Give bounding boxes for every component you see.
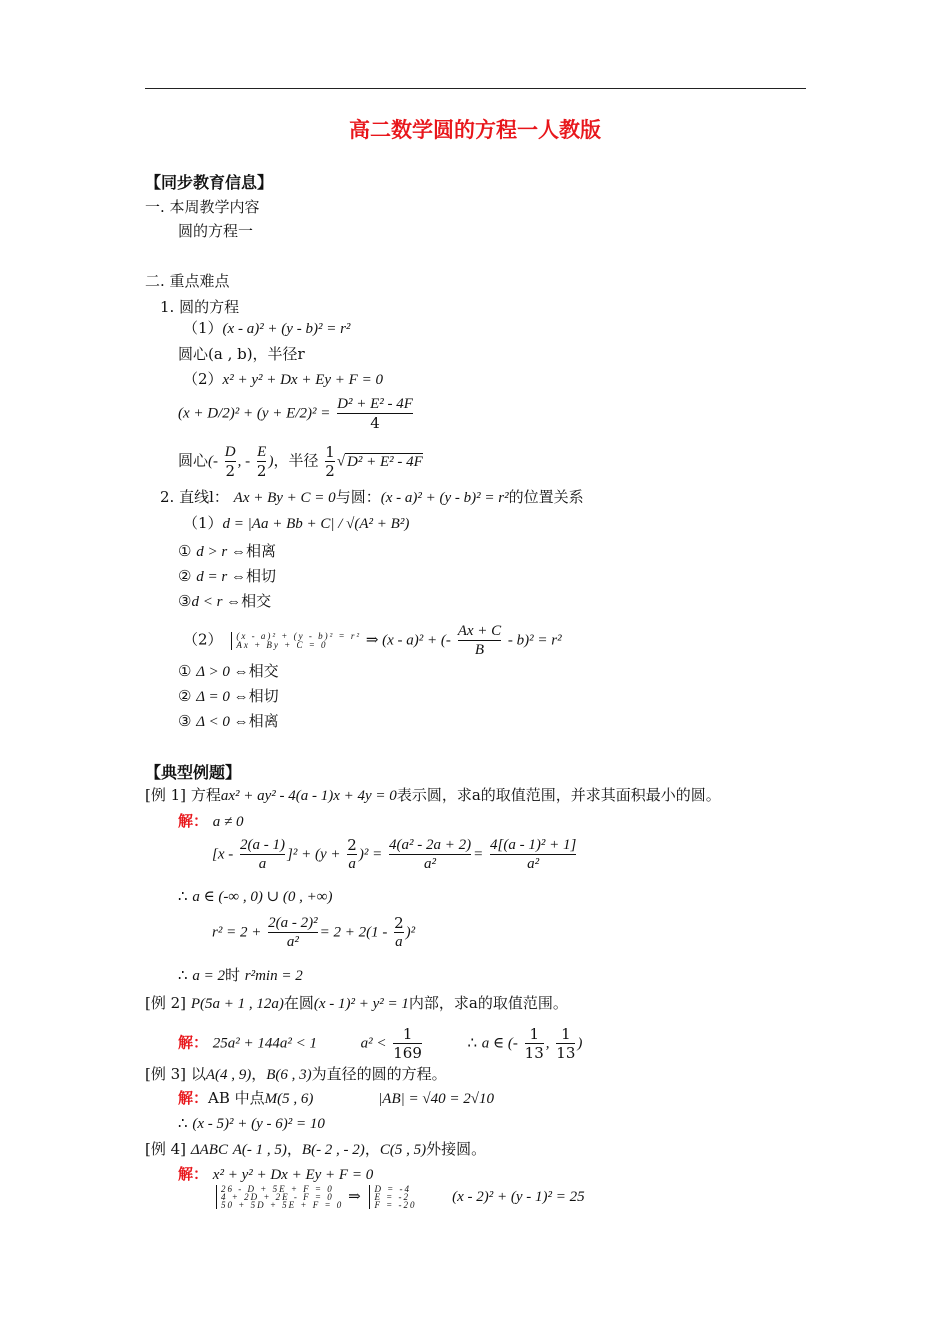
section-heading-sync-info: 【同步教育信息】 <box>145 173 274 192</box>
outline-item-1: 一. 本周教学内容 <box>145 198 260 216</box>
example-1-statement: [例 1] 方程ax² + ay² - 4(a - 1)x + 4y = 0表示圆，求a的取值范围，并求其面积最小的圆。 <box>145 786 721 804</box>
point-1-heading: 1. 圆的方程 <box>160 298 240 316</box>
circle-completed-square: (x + D/2)² + (y + E/2)² = $\frac{\text{D² + E² - 4F}}{4}$ <box>178 396 413 432</box>
system-substitution: （2） (x - a)² + (y - b)² = r² Ax + By + C = 0 ⇒ (x - a)² + (- $\frac{Ax + C}{B}$ - b)² = r² <box>183 623 562 658</box>
example-2-statement: [例 2] P(5a + 1 , 12a)在圆(x - 1)² + y² = 1内部，求a的取值范围。 <box>145 994 568 1012</box>
distance-formula: （1）d = |Aa + Bb + C| / √(A² + B²) <box>183 514 410 532</box>
example-4-statement: [例 4] ΔABC A(- 1 , 5)，B(- 2 , - 2)，C(5 , 5)外接圆。 <box>145 1140 487 1158</box>
outline-item-2: 二. 重点难点 <box>145 272 230 290</box>
example-3-step-1: 解：AB 中点M(5 , 6) |AB| = √40 = 2√10 <box>178 1089 494 1107</box>
example-1-step-4: r² = 2 + $\frac{\text{2(a - 2)²}}{\text{a²}}$ = 2 + 2(1 - $\frac{2}{a}$ )² <box>212 914 416 950</box>
case-d-equal: ② d = r ⇔相切 <box>178 567 276 585</box>
example-1-step-1: 解： a ≠ 0 <box>178 812 244 830</box>
example-4-step-1: 解： x² + y² + Dx + Ey + F = 0 <box>178 1165 374 1183</box>
case-delta-positive: ① Δ > 0 ⇔相交 <box>178 662 279 680</box>
case-d-greater: ① d > r ⇔相离 <box>178 542 276 560</box>
example-4-system: 26 - D + 5E + F = 0 4 + 2D + 2E - F = 0 50 + 5D + 5E + F = 0 ⇒ D = -4 E = -2 F = -20 (x - 2)² + (y - 1)² = 25 <box>212 1185 585 1209</box>
header-rule <box>145 88 806 89</box>
case-delta-zero: ② Δ = 0 ⇔相切 <box>178 687 279 705</box>
example-2-solution: 解： 25a² + 144a² < 1 a² < $\frac{1}{169}$ ∴ a ∈ (- $\frac{1}{13}$ , $\frac{1}{13}$ ) <box>178 1025 583 1062</box>
example-1-step-5: ∴ a = 2时 r²min = 2 <box>178 966 303 984</box>
circle-center-radius-1: 圆心(a , b)，半径r <box>178 345 305 363</box>
example-1-step-3: ∴ a ∈ (-∞ , 0) ∪ (0 , +∞) <box>178 887 333 905</box>
example-1-step-2: [x - $\frac{2(a - 1)}{a}$ ]² + (y + $\frac{2}{a}$ )² = $\frac{\text{4(a² - 2a + 2)}}{\text{a²}}$ = $\frac{\text{4[(a - 1)² + 1]}}{\text{a²}}$ <box>212 836 577 872</box>
point-2-heading: 2. 直线l： Ax + By + C = 0与圆：(x - a)² + (y - b)² = r²的位置关系 <box>160 488 584 506</box>
example-3-statement: [例 3] 以A(4 , 9)，B(6 , 3)为直径的圆的方程。 <box>145 1065 447 1083</box>
example-3-step-2: ∴ (x - 5)² + (y - 6)² = 10 <box>178 1114 325 1132</box>
outline-item-1-content: 圆的方程一 <box>178 222 254 240</box>
page-title: 高二数学圆的方程一人教版 <box>349 118 601 142</box>
circle-general-equation: （2）x² + y² + Dx + Ey + F = 0 <box>183 370 383 388</box>
case-d-less: ③d < r ⇔相交 <box>178 592 272 610</box>
section-heading-examples: 【典型例题】 <box>145 763 242 782</box>
case-delta-negative: ③ Δ < 0 ⇔相离 <box>178 712 279 730</box>
circle-center-radius-2: 圆心(- $\frac{D}{2}$ , - $\frac{E}{2}$ )，半径 $\frac{1}{2}$ √ D² + E² - 4F <box>178 443 423 480</box>
circle-standard-equation: （1）(x - a)² + (y - b)² = r² <box>183 319 351 337</box>
